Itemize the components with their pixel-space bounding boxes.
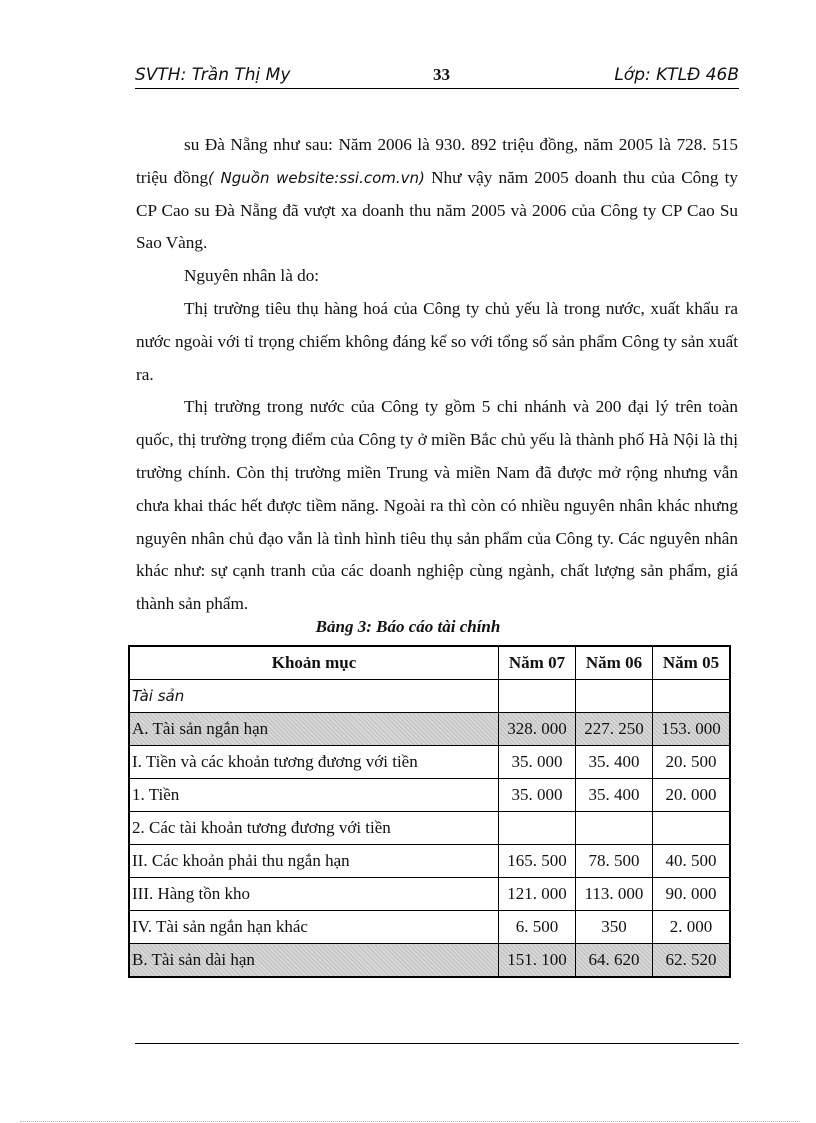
cell-value: 90. 000 xyxy=(653,878,731,911)
cell-value: 78. 500 xyxy=(576,845,653,878)
table-row xyxy=(129,812,730,845)
column-header-year-07: Năm 07 xyxy=(499,646,576,680)
header-page-number: 33 xyxy=(433,65,450,84)
cell-value: 165. 500 xyxy=(499,845,576,878)
cell-value xyxy=(576,680,653,713)
cell-value: 121. 000 xyxy=(499,878,576,911)
cell-value: 20. 000 xyxy=(653,779,731,812)
table-row xyxy=(129,878,730,911)
table-row xyxy=(129,746,730,779)
header-divider xyxy=(135,88,739,89)
table-row xyxy=(129,713,730,746)
cell-value: 35. 000 xyxy=(499,779,576,812)
cell-value: 6. 500 xyxy=(499,911,576,944)
cell-value: 113. 000 xyxy=(576,878,653,911)
row-label: III. Hàng tồn kho xyxy=(129,878,499,911)
paragraph-4: Thị trường trong nước của Công ty gồm 5 chi nhánh và 200 đại lý trên toàn quốc, thị trường trọng điểm của Công ty ở miền Bắc chủ yếu là thành phố Hà Nội là thị trường chính. Còn thị trường miền Trung và miền Nam đã được mở rộng nhưng vẫn chưa khai thác hết được tiềm năng. Ngoài ra thì còn có nhiều nguyên nhân khác nhưng nguyên nhân chủ đạo vẫn là tình hình tiêu thụ sản phẩm của Công ty. Các nguyên nhân khác như: sự cạnh tranh của các doanh nghiệp cùng ngành, chất lượng sản phẩm, giá thành sản phẩm. xyxy=(136,397,738,614)
table-row xyxy=(129,845,730,878)
cell-value xyxy=(653,812,731,845)
table-header-row xyxy=(129,646,730,680)
cell-value xyxy=(499,812,576,845)
header-student: SVTH: Trần Thị My xyxy=(135,65,291,85)
footer-divider xyxy=(135,1043,739,1044)
row-label: II. Các khoản phải thu ngắn hạn xyxy=(129,845,499,878)
cell-value: 151. 100 xyxy=(499,944,576,978)
cell-value: 62. 520 xyxy=(653,944,731,978)
cell-value: 40. 500 xyxy=(653,845,731,878)
table-caption: Bảng 3: Báo cáo tài chính xyxy=(315,617,501,636)
cell-value xyxy=(576,812,653,845)
table-row xyxy=(129,911,730,944)
row-label: A. Tài sản ngắn hạn xyxy=(129,713,499,746)
cell-value: 328. 000 xyxy=(499,713,576,746)
cell-value: 153. 000 xyxy=(653,713,731,746)
cell-value: 350 xyxy=(576,911,653,944)
row-label: 2. Các tài khoản tương đương với tiền xyxy=(129,812,499,845)
paragraph-1-part-a: su Đà Nẵng như sau: Năm 2006 là 930. 892 triệu đồng, năm 2005 là 728. 515 triệu đồng xyxy=(136,135,738,187)
paragraph-1-source: ( Nguồn website:ssi.com.vn) xyxy=(208,168,425,187)
cell-value: 20. 500 xyxy=(653,746,731,779)
page-edge-dots xyxy=(20,1121,800,1122)
financial-report-table xyxy=(128,645,731,978)
cell-value: 227. 250 xyxy=(576,713,653,746)
row-label: Tài sản xyxy=(129,680,499,713)
column-header-year-05: Năm 05 xyxy=(653,646,731,680)
table-row xyxy=(129,680,730,713)
cell-value: 35. 400 xyxy=(576,746,653,779)
cell-value: 35. 000 xyxy=(499,746,576,779)
paragraph-1 xyxy=(136,129,738,260)
paragraph-3: Thị trường tiêu thụ hàng hoá của Công ty chủ yếu là trong nước, xuất khẩu ra nước ngoài với tỉ trọng chiếm không đáng kể so với tổng số sản phẩm Công ty sản xuất ra. xyxy=(136,298,738,384)
header-class: Lớp: KTLĐ 46B xyxy=(614,65,739,85)
body-text xyxy=(136,129,738,621)
page-header xyxy=(135,63,739,89)
paragraph-2: Nguyên nhân là do: xyxy=(184,266,320,286)
table-row xyxy=(129,779,730,812)
cell-value xyxy=(653,680,731,713)
column-header-year-06: Năm 06 xyxy=(576,646,653,680)
paragraph-1-part-b: Như vậy năm 2005 doanh thu của Công ty CP Cao su Đà Nẵng đã vượt xa doanh thu năm 2005 và 2006 của Công ty CP Cao Su Sao Vàng. xyxy=(136,167,738,253)
row-label: I. Tiền và các khoản tương đương với tiền xyxy=(129,746,499,779)
row-label: B. Tài sản dài hạn xyxy=(129,944,499,978)
cell-value: 2. 000 xyxy=(653,911,731,944)
cell-value xyxy=(499,680,576,713)
table-row xyxy=(129,944,730,978)
row-label: 1. Tiền xyxy=(129,779,499,812)
row-label: IV. Tài sản ngắn hạn khác xyxy=(129,911,499,944)
cell-value: 64. 620 xyxy=(576,944,653,978)
column-header-item: Khoản mục xyxy=(129,646,499,680)
cell-value: 35. 400 xyxy=(576,779,653,812)
